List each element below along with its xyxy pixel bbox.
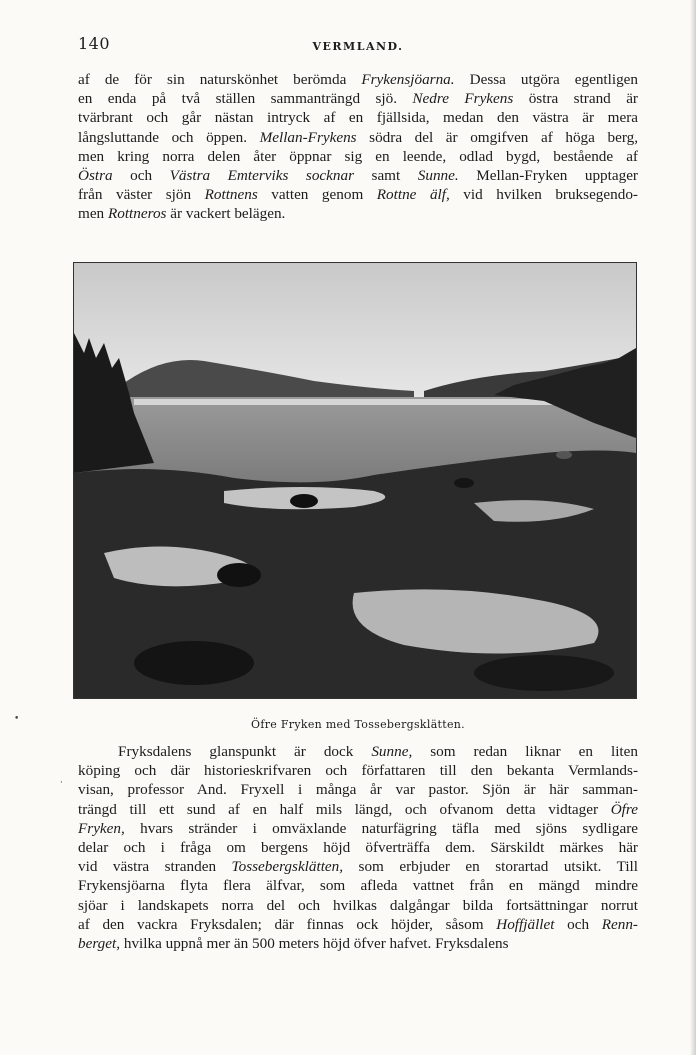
text-run: och [112,167,170,185]
landscape-photograph [73,262,637,699]
text-run: men kring norra delen åter öppnar sig en leende, odlad bygd, bestående af [78,147,638,165]
text-line [78,915,638,934]
text-line [78,934,638,953]
text-run: hvilka uppnå mer än 500 meters höjd öfver hafvet. Fryksdalens [120,935,509,953]
margin-speck: · [60,778,63,788]
text-run: är vackert belägen. [166,205,286,223]
margin-speck: • [14,714,20,724]
italic-name: Östra [78,167,113,185]
text-line [78,800,638,819]
text-run: sjöar i landskapets norra del och hvilkas dalgångar bilda fortsättningar norrut [78,896,638,914]
text-line [78,89,638,108]
text-line [78,185,638,204]
text-run: vid hvilken bruksegendo- [449,186,638,204]
text-line [78,780,638,799]
text-run: långsluttande och öppen. [78,128,260,146]
text-line [78,838,638,857]
text-run: och [554,915,602,933]
italic-name: Frykensjöarna. [361,71,455,88]
text-run: Fryksdalens glanspunkt är dock [118,743,372,760]
text-line [78,166,638,185]
italic-name: Renn- [601,915,638,933]
italic-name: Rottnens [204,186,258,204]
text-run: hvars stränder i omväxlande naturfägring täfla med sjöns sydligare [124,819,638,837]
text-run: Frykensjöarna flyta flera älfvar, som afleda vattnet från en mängd mindre [78,877,638,895]
text-run: delar och i fråga om bergens höjd öfverträffa dem. Särskildt märkes här [78,839,638,857]
text-line [78,70,638,89]
text-run: från väster sjön [78,186,205,204]
italic-name: Öfre [610,800,638,818]
text-line [78,742,638,761]
italic-name: Sunne. [417,167,459,185]
text-run: tvärbrant och går nästan intryck af en fjällsida, medan den västra är mera [78,109,638,127]
italic-name: Fryken, [78,819,125,837]
text-run: vid västra stranden [78,858,232,876]
text-run: södra del är omgifven af höga berg, [356,128,638,146]
paragraph-fryksdalen [78,742,638,953]
paragraph-intro [78,70,638,224]
text-run: köping och där historieskrifvaren och författaren till den bekanta Vermlands- [78,762,638,780]
lake-photo-illustration [74,263,636,698]
italic-name: Sunne, [371,743,413,760]
text-line [78,896,638,915]
text-run: en enda på två ställen sammanträngd sjö. [78,90,413,108]
figure-caption: Öfre Fryken med Tossebergsklätten. [251,718,465,731]
text-line [78,108,638,127]
text-line [78,876,638,895]
text-line [78,204,638,223]
text-line [78,147,638,166]
text-run: af den vackra Fryksdalen; där finnas ock höjder, såsom [78,915,497,933]
page-number: 140 [78,34,111,53]
italic-name: Västra Emterviks socknar [169,167,354,185]
page-header [78,34,638,56]
italic-name: Mellan-Frykens [259,128,357,146]
text-line [78,819,638,838]
text-run: Mellan-Fryken upptager [458,167,638,185]
italic-name: Hoffjället [496,915,555,933]
text-run: af de för sin naturskönhet berömda [78,71,362,88]
text-run: visan, professor And. Fryxell i många år var pastor. Sjön är här samman- [78,781,638,799]
text-run: östra strand är [513,90,638,108]
text-run: som redan liknar en liten [412,743,638,760]
text-run: Dessa utgöra egentligen [454,71,639,88]
text-run: som erbjuder en storartad utsikt. Till [343,858,638,876]
text-line [78,761,638,780]
italic-name: Nedre Frykens [412,90,514,108]
text-run: vatten genom [257,186,377,204]
text-run: trängd till ett sund af en half mils längd, och ofvanom detta vidtager [78,800,611,818]
italic-name: Rottne älf, [376,186,450,204]
running-head: VERMLAND. [312,40,404,53]
text-line [78,857,638,876]
italic-name: Tossebergsklätten, [231,858,344,876]
italic-name: berget, [78,935,121,953]
text-run: samt [354,167,418,185]
text-run: men [78,205,108,223]
page-edge-shadow [690,0,696,1055]
italic-name: Rottneros [107,205,167,223]
text-line [78,128,638,147]
